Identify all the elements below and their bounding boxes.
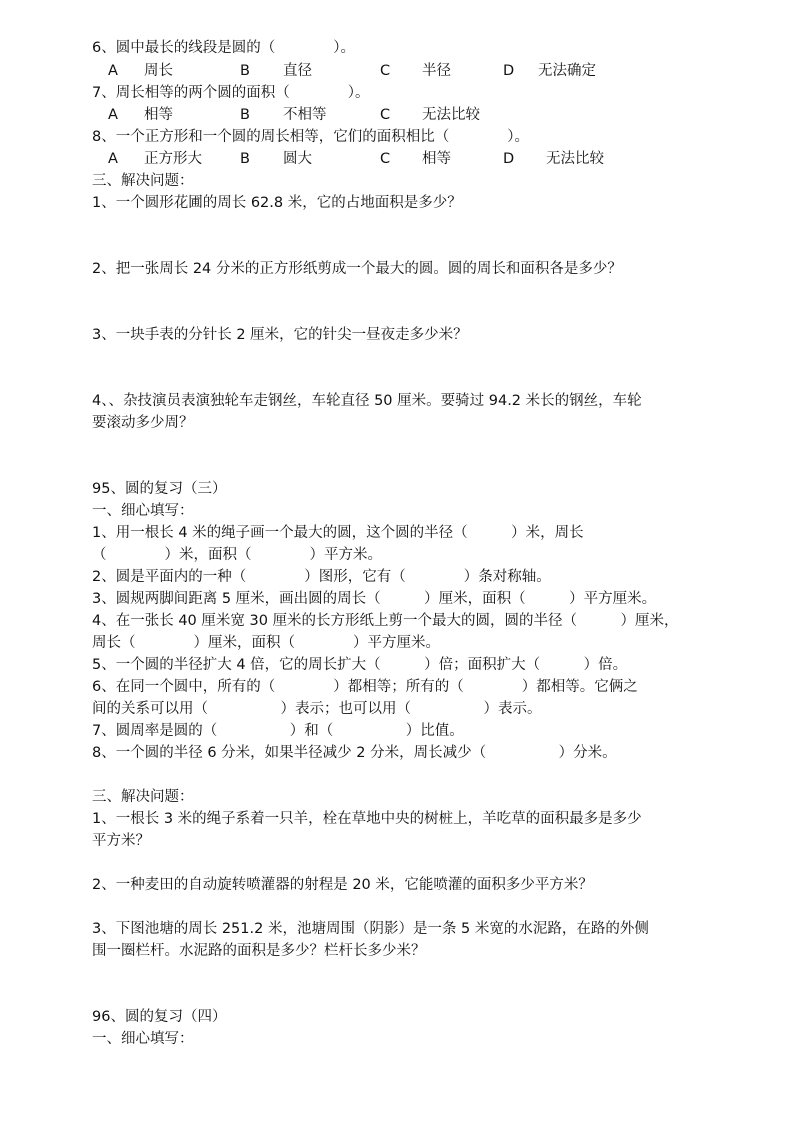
option-text: 相等 [144, 107, 173, 123]
option-text: 圆大 [283, 151, 312, 167]
option-text: 无法比较 [546, 151, 604, 167]
fill-line: 7、圆周率是圆的（ ）和（ ）比值。 [92, 723, 464, 739]
fill-line: 周长（ ）厘米，面积（ ）平方厘米。 [92, 635, 440, 651]
problem-line: 围一圈栏杆。水泥路的面积是多少？栏杆长多少米？ [92, 943, 426, 959]
option-text: 无法比较 [422, 107, 480, 123]
question-7: 7、周长相等的两个圆的面积（ ）。 [92, 85, 370, 101]
problem-line: 3、下图池塘的周长 251.2 米，池塘周围（阴影）是一条 5 米宽的水泥路，在路的外侧 [92, 921, 649, 937]
option-text: 无法确定 [538, 63, 596, 79]
option-letter: C [380, 107, 391, 123]
question-6: 6、圆中最长的线段是圆的（ ）。 [92, 40, 355, 56]
option-letter: B [240, 151, 250, 167]
option-text: 半径 [422, 63, 451, 79]
option-text: 周长 [144, 63, 173, 79]
option-letter: A [108, 63, 118, 79]
problem-line: 要滚动多少周？ [92, 415, 194, 431]
fill-line: 1、用一根长 4 米的绳子画一个最大的圆，这个圆的半径（ ）米，周长 [92, 525, 584, 541]
fill-line: 4、在一张长 40 厘米宽 30 厘米的长方形纸上剪一个最大的圆，圆的半径（ ）厘米， [92, 613, 679, 629]
option-letter: A [108, 151, 118, 167]
option-letter: D [503, 151, 515, 167]
option-text: 不相等 [283, 107, 327, 123]
option-letter: B [240, 63, 250, 79]
option-text: 正方形大 [144, 151, 202, 167]
fill-line: 5、一个圆的半径扩大 4 倍，它的周长扩大（ ）倍；面积扩大（ ）倍。 [92, 657, 628, 673]
fill-line: （ ）米，面积（ ）平方米。 [92, 547, 382, 563]
section-title: 96、圆的复习（四） [92, 1009, 227, 1025]
section-heading: 一、细心填写： [92, 1031, 194, 1047]
option-letter: B [240, 107, 250, 123]
option-letter: A [108, 107, 118, 123]
problem-line: 2、把一张周长 24 分米的正方形纸剪成一个最大的圆。圆的周长和面积各是多少？ [92, 261, 622, 277]
problem-line: 3、一块手表的分针长 2 厘米，它的针尖一昼夜走多少米？ [92, 327, 468, 343]
section-heading: 三、解决问题： [92, 173, 194, 189]
option-text: 直径 [283, 63, 312, 79]
fill-line: 2、圆是平面内的一种（ ）图形，它有（ ）条对称轴。 [92, 569, 551, 585]
fill-line: 8、一个圆的半径 6 分米，如果半径减少 2 分米，周长减少（ ）分米。 [92, 745, 617, 761]
problem-line: 4、、杂技演员表演独轮车走钢丝，车轮直径 50 厘米。要骑过 94.2 米长的钢丝，车轮 [92, 393, 642, 409]
question-8: 8、一个正方形和一个圆的周长相等，它们的面积相比（ ）。 [92, 129, 529, 145]
section-heading: 三、解决问题： [92, 789, 194, 805]
fill-line: 间的关系可以用（ ）表示；也可以用（ ）表示。 [92, 701, 542, 717]
fill-line: 3、圆规两脚间距离 5 厘米，画出圆的周长（ ）厘米，面积（ ）平方厘米。 [92, 591, 657, 607]
problem-line: 1、一个圆形花圃的周长 62.8 米，它的占地面积是多少？ [92, 195, 462, 211]
option-letter: C [380, 151, 391, 167]
option-text: 相等 [422, 151, 451, 167]
problem-line: 平方米？ [92, 833, 150, 849]
fill-line: 6、在同一个圆中，所有的（ ）都相等；所有的（ ）都相等。它俩之 [92, 679, 638, 695]
section-heading: 一、细心填写： [92, 503, 194, 519]
problem-line: 2、一种麦田的自动旋转喷灌器的射程是 20 米，它能喷灌的面积多少平方米？ [92, 877, 593, 893]
problem-line: 1、一根长 3 米的绳子系着一只羊，栓在草地中央的树桩上，羊吃草的面积最多是多少 [92, 811, 642, 827]
option-letter: D [503, 63, 515, 79]
option-letter: C [380, 63, 391, 79]
section-title: 95、圆的复习（三） [92, 481, 227, 497]
